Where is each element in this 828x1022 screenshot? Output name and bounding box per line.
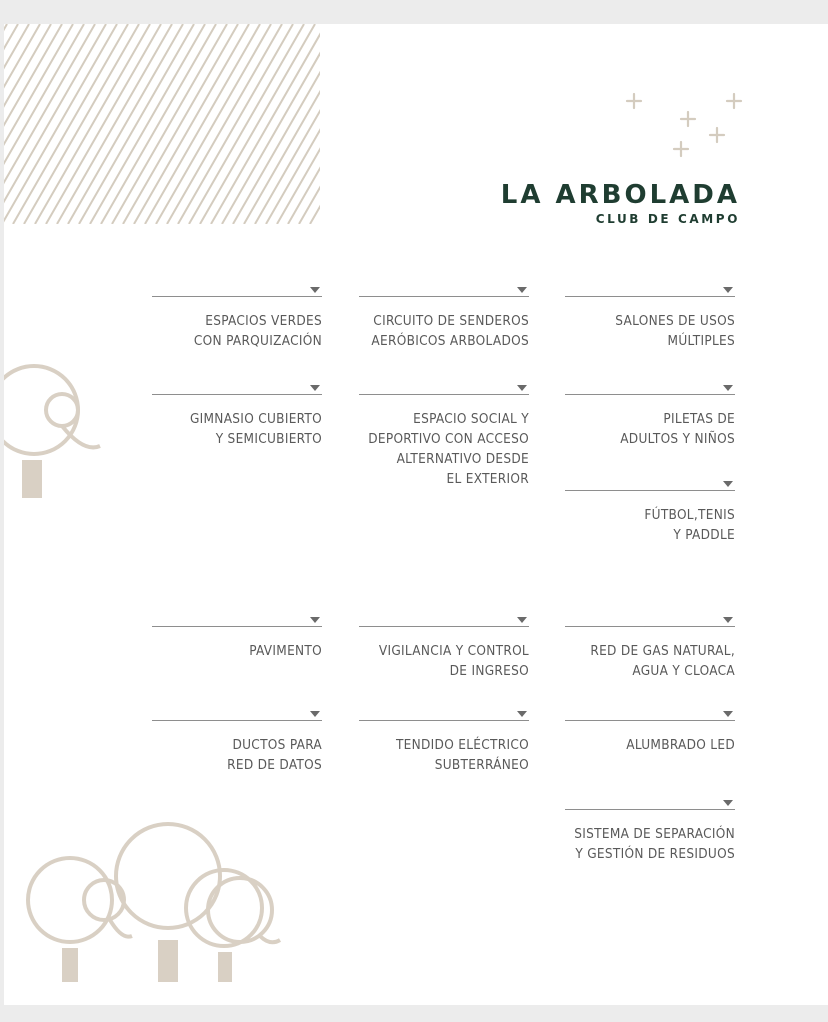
amenity-item	[565, 394, 735, 449]
amenity-label: PILETAS DE ADULTOS Y NIÑOS	[620, 411, 735, 447]
amenity-item	[565, 490, 735, 545]
hatch-line	[13, 24, 128, 224]
hatch-line	[134, 24, 249, 224]
brand-logo	[501, 180, 740, 226]
infrastructure-item	[152, 626, 322, 661]
infrastructure-label: VIGILANCIA Y CONTROL DE INGRESO	[378, 643, 529, 679]
infrastructure-item	[152, 720, 322, 775]
hatch-line	[156, 24, 271, 224]
hatch-line	[46, 24, 161, 224]
divider-with-caret	[565, 809, 735, 810]
hatch-line	[79, 24, 194, 224]
hatch-line	[200, 24, 315, 224]
amenity-label: ESPACIOS VERDES CON PARQUIZACIÓN	[193, 313, 322, 349]
diagonal-hatch-pattern	[4, 24, 320, 224]
amenity-item	[152, 296, 322, 351]
hatch-line	[68, 24, 183, 224]
infrastructure-item	[565, 626, 735, 681]
infrastructure-label: SISTEMA DE SEPARACIÓN Y GESTIÓN DE RESIDUOS	[574, 826, 735, 862]
infrastructure-item	[565, 720, 735, 755]
hatch-line	[35, 24, 150, 224]
amenity-item	[565, 296, 735, 351]
tree-icon	[4, 358, 104, 508]
divider-with-caret	[359, 626, 529, 627]
infrastructure-label: TENDIDO ELÉCTRICO SUBTERRÁNEO	[395, 737, 529, 773]
divider-with-caret	[565, 394, 735, 395]
hatch-line	[24, 24, 139, 224]
divider-with-caret	[565, 720, 735, 721]
amenity-label: SALONES DE USOS MÚLTIPLES	[615, 313, 735, 349]
divider-with-caret	[565, 626, 735, 627]
divider-with-caret	[565, 490, 735, 491]
amenity-label: FÚTBOL,TENIS Y PADDLE	[644, 507, 735, 543]
hatch-line	[167, 24, 282, 224]
amenity-label: ESPACIO SOCIAL Y DEPORTIVO CON ACCESO ALTERNATIVO DESDE EL EXTERIOR	[368, 411, 529, 487]
divider-with-caret	[152, 394, 322, 395]
infrastructure-item	[359, 626, 529, 681]
divider-with-caret	[359, 394, 529, 395]
sparkle-icons	[614, 86, 744, 186]
divider-with-caret	[359, 296, 529, 297]
brochure-page	[4, 24, 828, 1005]
amenity-item	[359, 394, 529, 489]
divider-with-caret	[152, 296, 322, 297]
hatch-line	[145, 24, 260, 224]
divider-with-caret	[152, 626, 322, 627]
brand-subtitle: CLUB DE CAMPO	[595, 212, 740, 226]
divider-with-caret	[565, 296, 735, 297]
infrastructure-item	[565, 809, 735, 864]
hatch-line	[101, 24, 216, 224]
hatch-line	[178, 24, 293, 224]
infrastructure-label: DUCTOS PARA RED DE DATOS	[227, 737, 322, 773]
infrastructure-label: PAVIMENTO	[249, 643, 322, 659]
hatch-line	[57, 24, 172, 224]
amenity-label: CIRCUITO DE SENDEROS AERÓBICOS ARBOLADOS	[371, 313, 529, 349]
divider-with-caret	[359, 720, 529, 721]
tree-group-icon	[22, 818, 292, 988]
amenity-label: GIMNASIO CUBIERTO Y SEMICUBIERTO	[189, 411, 322, 447]
infrastructure-label: ALUMBRADO LED	[626, 737, 735, 753]
amenity-item	[152, 394, 322, 449]
hatch-line	[189, 24, 304, 224]
brand-name: LA ARBOLADA	[500, 180, 740, 210]
amenity-item	[359, 296, 529, 351]
hatch-line	[112, 24, 227, 224]
divider-with-caret	[152, 720, 322, 721]
infrastructure-item	[359, 720, 529, 775]
hatch-line	[4, 24, 117, 224]
hatch-line	[90, 24, 205, 224]
hatch-line	[123, 24, 238, 224]
infrastructure-label: RED DE GAS NATURAL, AGUA Y CLOACA	[590, 643, 735, 679]
